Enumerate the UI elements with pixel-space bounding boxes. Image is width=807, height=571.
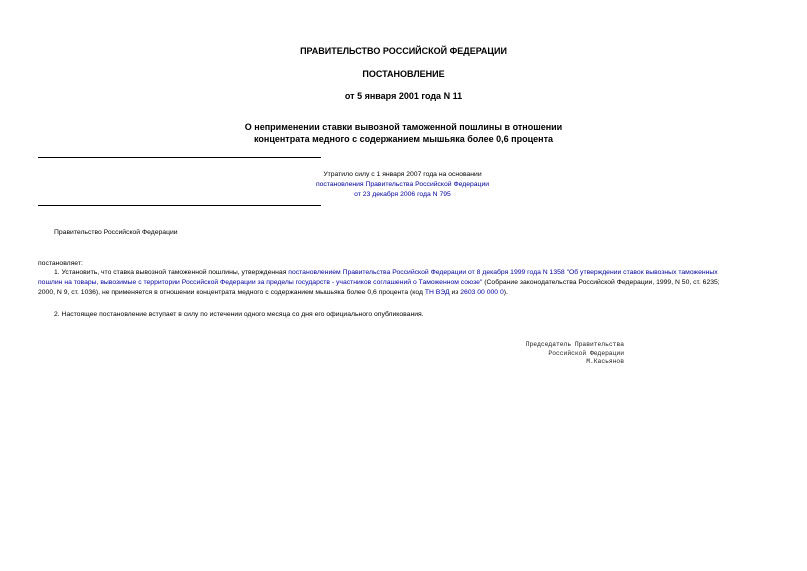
repeal-decree-link-line-2[interactable]: от 23 декабря 2006 года N 795 <box>354 191 451 198</box>
tnved-link[interactable]: ТН ВЭД <box>424 289 450 296</box>
clause-1-line-1 <box>38 268 778 278</box>
base-decree-link-cont[interactable]: пошлин на товары, вывозимые с территории Российской Федерации за пределы государств - участников соглашений о Таможенном союзе" <box>38 279 483 286</box>
clause-1-end: ). <box>503 289 508 296</box>
divider-top <box>38 157 321 158</box>
clause-1-code-sep: из <box>449 289 461 296</box>
signature-position: Председатель Правительства <box>525 341 624 348</box>
status-notice-text: Утратило силу с 1 января 2007 года на основании <box>323 171 482 178</box>
clause-1-text: 2000, N 9, ст. 1036), не применяется в отношении концентрата медного с содержанием мышьяка более 0,6 процента (код <box>38 289 425 296</box>
base-decree-link[interactable]: постановлением Правительства Российской Федерации от 8 декабря 1999 года N 1358 "Об утверждении ставок вывозных таможенных <box>288 269 718 276</box>
status-notice <box>250 170 555 200</box>
signature-name: М.Касьянов <box>586 358 624 365</box>
subject-line-2: концентрата медного с содержанием мышьяка более 0,6 процента <box>254 133 553 144</box>
document-type: ПОСТАНОВЛЕНИЕ <box>362 69 445 79</box>
clause-1-source: (Собрание законодательства Российской Федерации, 1999, N 50, ст. 6235; <box>482 279 720 286</box>
repeal-decree-link[interactable] <box>250 180 555 200</box>
document-date-number: от 5 января 2001 года N 11 <box>344 91 463 101</box>
repeal-decree-link-line-1[interactable]: постановления Правительства Российской Федерации <box>315 181 490 188</box>
document-subject <box>0 122 807 145</box>
issuer-text: Правительство Российской Федерации <box>54 229 178 236</box>
clause-1-line-3 <box>38 288 778 298</box>
divider-bottom <box>38 205 321 206</box>
signature-block <box>480 341 624 367</box>
clause-1-prefix: 1. Установить, что ставка вывозной таможенной пошлины, утвержденная <box>54 269 289 276</box>
signature-org: Российской Федерации <box>548 349 624 357</box>
clause-1 <box>38 268 778 298</box>
tnved-code-link[interactable]: 2603 00 000 0 <box>460 289 504 296</box>
decree-word: постановляет: <box>38 260 83 267</box>
clause-2: 2. Настоящее постановление вступает в силу по истечении одного месяца со дня его официального опубликования. <box>54 311 424 318</box>
clause-1-line-2 <box>38 278 778 288</box>
issuing-authority: ПРАВИТЕЛЬСТВО РОССИЙСКОЙ ФЕДЕРАЦИИ <box>300 46 507 56</box>
subject-line-1: О неприменении ставки вывозной таможенной пошлины в отношении <box>244 122 563 132</box>
